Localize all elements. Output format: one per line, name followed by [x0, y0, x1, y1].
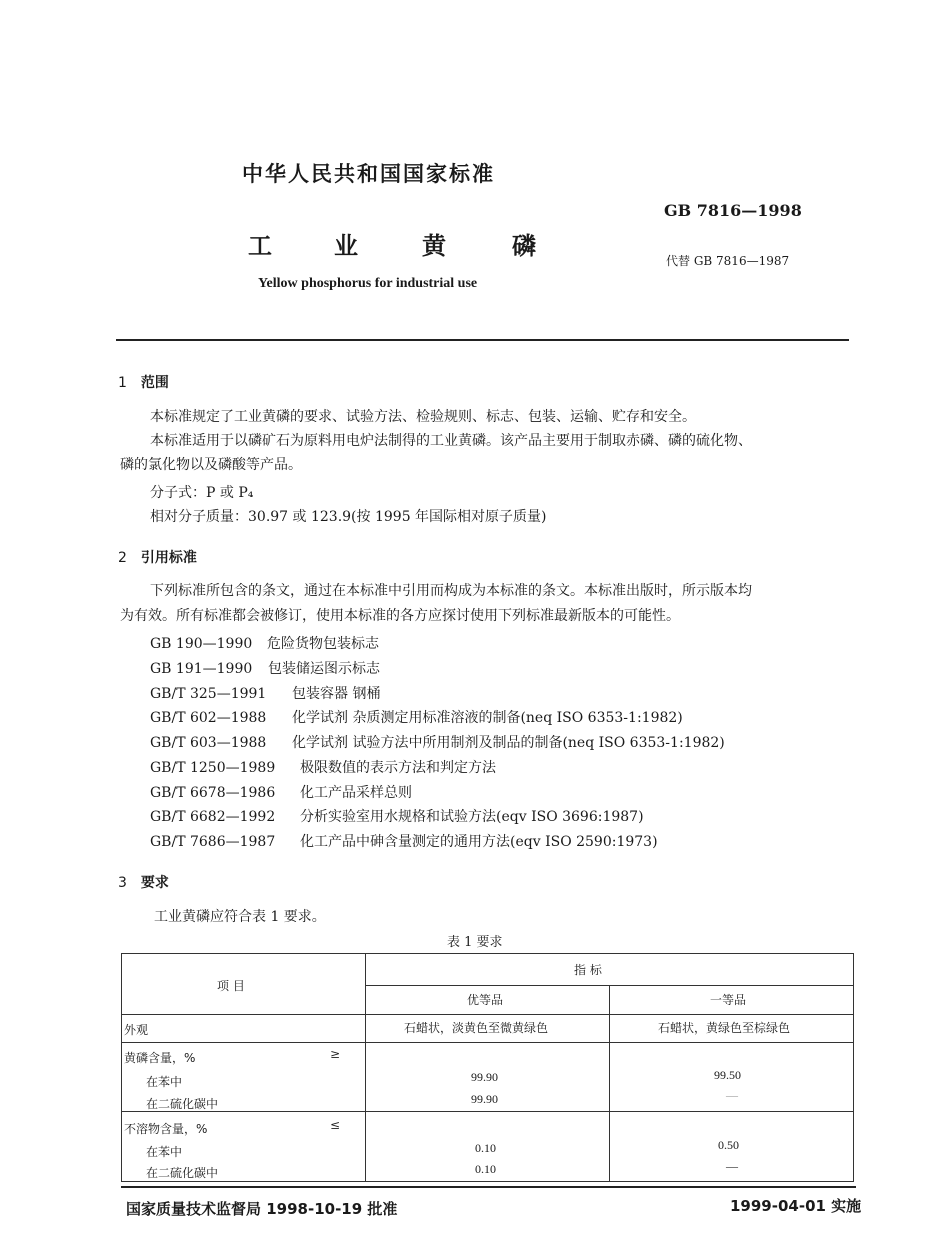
table-row-divider	[122, 1014, 853, 1015]
table-row-divider	[365, 985, 853, 986]
insol-benzene-first: 0.50	[718, 1138, 739, 1152]
header-item: 项 目	[217, 979, 245, 993]
appearance-label: 外观	[124, 1023, 149, 1037]
appearance-superior: 石蜡状，淡黄色至微黄绿色	[404, 1021, 549, 1035]
section-3-heading	[118, 872, 169, 892]
reference-item: GB/T 6678—1986 化工产品采样总则	[150, 785, 412, 801]
section-title: 引用标准	[140, 550, 197, 566]
requirements-table	[121, 953, 854, 1182]
standard-number: GB 7816—1998	[664, 201, 802, 220]
reference-item: GB/T 325—1991 包装容器 钢桶	[150, 686, 381, 702]
p-benzene-first: 99.50	[714, 1068, 741, 1082]
reference-item: GB/T 602—1988 化学试剂 杂质测定用标准溶液的制备(neq ISO 6353-1:1982)	[150, 710, 683, 726]
insoluble-label: 不溶物含量，%	[124, 1122, 208, 1136]
reference-item: GB 191—1990 包装储运图示标志	[150, 661, 380, 677]
insoluble-symbol: ≤	[330, 1118, 341, 1132]
header-grade-first: 一等品	[710, 993, 747, 1007]
p-content-label: 黄磷含量，%	[124, 1051, 196, 1065]
scope-paragraph-2-line-2: 磷的氯化物以及磷酸等产品。	[120, 457, 302, 473]
molecular-formula: 分子式：P 或 P₄	[150, 485, 254, 501]
reference-item: GB 190—1990 危险货物包装标志	[150, 636, 379, 652]
section-number: 1	[118, 375, 127, 391]
section-title: 范围	[140, 375, 169, 391]
insol-cs2-superior: 0.10	[475, 1162, 496, 1176]
insol-in-cs2-label: 在二硫化碳中	[146, 1166, 219, 1180]
replaces-standard: 代替 GB 7816—1987	[666, 254, 790, 268]
table-row-divider	[122, 1042, 853, 1043]
appearance-first: 石蜡状，黄绿色至棕绿色	[658, 1021, 791, 1035]
header-grade-superior: 优等品	[467, 993, 504, 1007]
insol-in-benzene-label: 在苯中	[146, 1145, 183, 1159]
header-divider	[116, 339, 849, 341]
molecular-mass: 相对分子质量：30.97 或 123.9(按 1995 年国际相对原子质量)	[150, 509, 547, 525]
normative-paragraph-line-2: 为有效。所有标准都会被修订，使用本标准的各方应探讨使用下列标准最新版本的可能性。	[120, 608, 680, 624]
implementation-date: 1999-04-01 实施	[730, 1197, 862, 1215]
table-caption: 表 1 要求	[447, 935, 503, 950]
scope-paragraph-1: 本标准规定了工业黄磷的要求、试验方法、检验规则、标志、包装、运输、贮存和安全。	[150, 409, 696, 425]
requirements-intro: 工业黄磷应符合表 1 要求。	[154, 909, 326, 925]
reference-item: GB/T 6682—1992 分析实验室用水规格和试验方法(eqv ISO 3696:1987)	[150, 809, 644, 825]
english-title: Yellow phosphorus for industrial use	[258, 276, 478, 291]
p-benzene-superior: 99.90	[471, 1070, 498, 1084]
reference-item: GB/T 1250—1989 极限数值的表示方法和判定方法	[150, 760, 496, 776]
p-content-symbol: ≥	[330, 1047, 341, 1061]
title-char: 业	[334, 232, 358, 260]
document-title	[248, 226, 536, 261]
section-1-heading	[118, 372, 169, 392]
header-index: 指 标	[574, 963, 602, 977]
section-2-heading	[118, 547, 197, 567]
footer-divider	[121, 1186, 856, 1188]
reference-item: GB/T 603—1988 化学试剂 试验方法中所用制剂及制品的制备(neq ISO 6353-1:1982)	[150, 735, 725, 751]
table-row-divider	[122, 1111, 853, 1112]
approval-line: 国家质量技术监督局 1998-10-19 批准	[126, 1200, 398, 1218]
normative-paragraph-line-1: 下列标准所包含的条文，通过在本标准中引用而构成为本标准的条文。本标准出版时，所示版本均	[150, 583, 752, 599]
title-char: 工	[248, 232, 272, 260]
section-title: 要求	[140, 875, 169, 891]
standard-title: 中华人民共和国国家标准	[242, 162, 495, 186]
p-in-benzene-label: 在苯中	[146, 1075, 183, 1089]
p-in-cs2-label: 在二硫化碳中	[146, 1097, 219, 1111]
section-number: 3	[118, 875, 127, 891]
table-col-divider	[365, 954, 366, 1181]
insol-cs2-first: —	[726, 1159, 738, 1173]
title-char: 黄	[422, 232, 446, 260]
scope-paragraph-2-line-1: 本标准适用于以磷矿石为原料用电炉法制得的工业黄磷。该产品主要用于制取赤磷、磷的硫化物、	[150, 433, 752, 449]
p-cs2-first: —	[726, 1088, 738, 1102]
p-cs2-superior: 99.90	[471, 1092, 498, 1106]
section-number: 2	[118, 550, 127, 566]
title-char: 磷	[512, 232, 536, 260]
insol-benzene-superior: 0.10	[475, 1141, 496, 1155]
reference-item: GB/T 7686—1987 化工产品中砷含量测定的通用方法(eqv ISO 2590:1973)	[150, 834, 658, 850]
